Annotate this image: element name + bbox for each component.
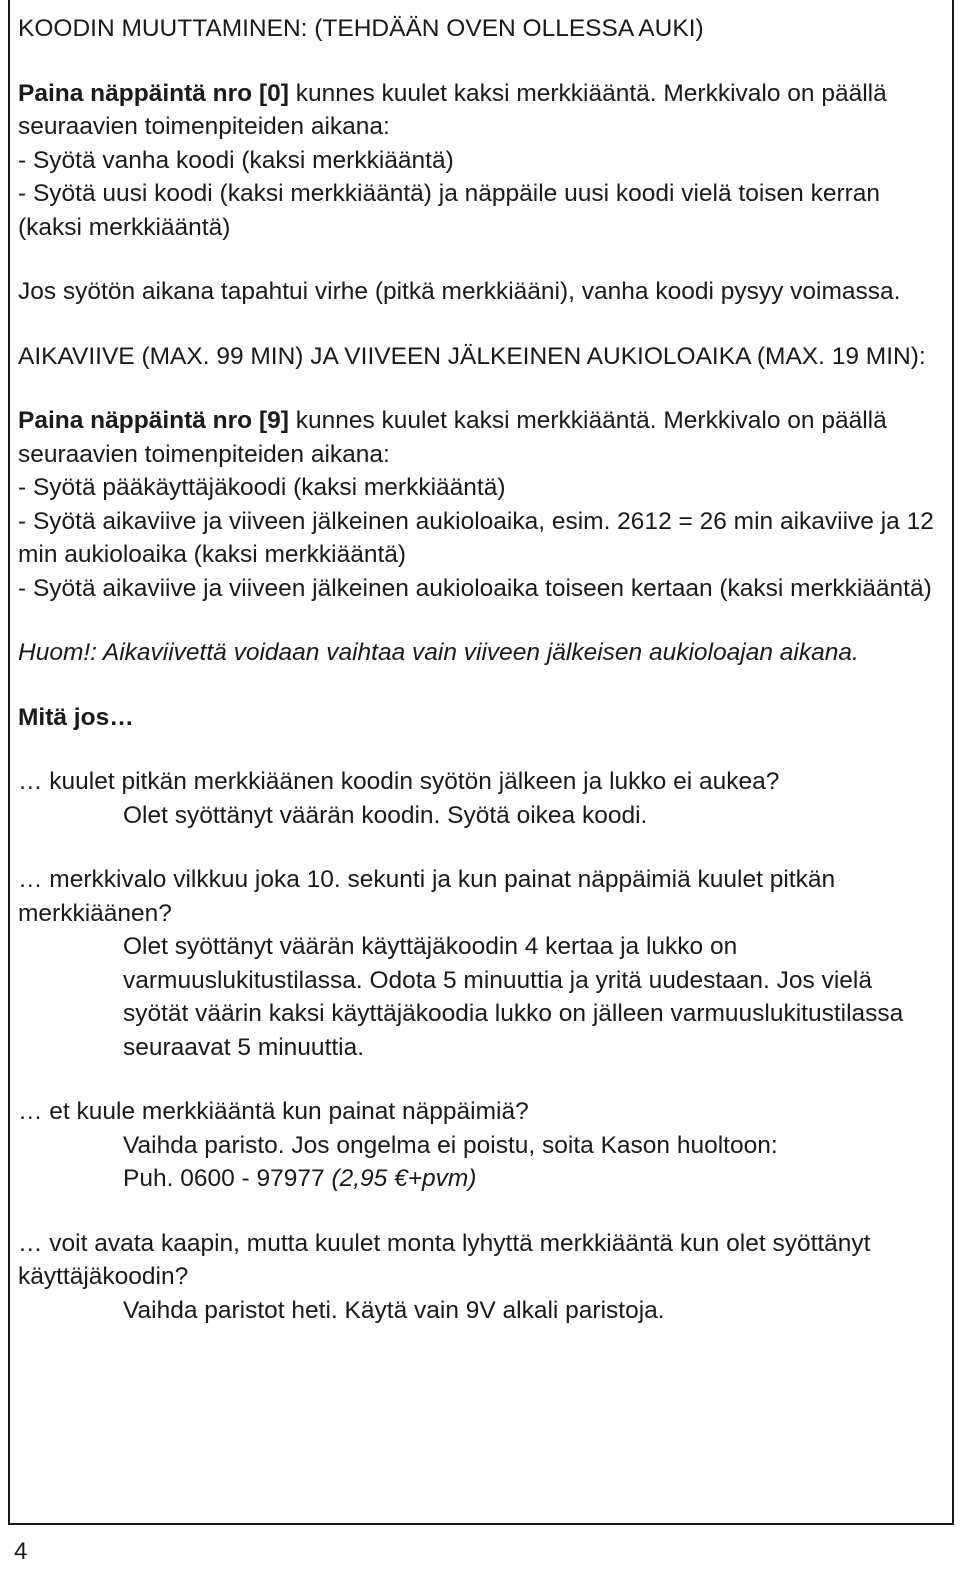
- phone-price: (2,95 €+pvm): [331, 1165, 477, 1192]
- delay-step-2: - Syötä aikaviive ja viiveen jälkeinen aukioloaika, esim. 2612 = 26 min aikaviive ja 12 min aukioloaika (kaksi merkkiääntä): [18, 507, 934, 568]
- code-change-heading: KOODIN MUUTTAMINEN: (TEHDÄÄN OVEN OLLESSA AUKI): [18, 15, 704, 42]
- whatif-answer-2: Olet syöttänyt väärän käyttäjäkoodin 4 kertaa ja lukko on varmuuslukitustilassa. Odota 5 minuuttia ja yritä uudestaan. Jos vielä syötät väärin kaksi käyttäjäkoodia lukko on jälleen varmuuslukitustilassa seuraavat 5 minuuttia.: [123, 933, 904, 1061]
- phone-number: Puh. 0600 - 97977: [123, 1165, 325, 1192]
- error-note: Jos syötön aikana tapahtui virhe (pitkä merkkiääni), vanha koodi pysyy voimassa.: [18, 278, 901, 305]
- code-change-key: Paina näppäintä nro [0]: [18, 79, 289, 107]
- whatif-question-3: … et kuule merkkiääntä kun painat näppäimiä?: [18, 1098, 529, 1125]
- delay-lead: kunnes kuulet kaksi merkkiääntä. Merkkivalo on päällä seuraavien toimenpiteiden aikana:: [18, 407, 887, 468]
- delay-key: Paina näppäintä nro [9]: [18, 407, 289, 434]
- whatif-question-1: … kuulet pitkän merkkiäänen koodin syötön jälkeen ja lukko ei aukea?: [18, 768, 780, 795]
- code-change-lead: kunnes kuulet kaksi merkkiääntä. Merkkivalo on päällä seuraavien toimenpiteiden aikana:: [18, 79, 887, 140]
- code-change-step-2: - Syötä uusi koodi (kaksi merkkiääntä) ja näppäile uusi koodi vielä toisen kerran (kaksi merkkiääntä): [18, 180, 881, 241]
- delay-instructions: [18, 404, 943, 471]
- service-phone: [18, 1162, 943, 1196]
- document-body: [18, 12, 943, 1327]
- delay-step-3: - Syötä aikaviive ja viiveen jälkeinen aukioloaika toiseen kertaan (kaksi merkkiääntä): [18, 574, 932, 602]
- page-number: 4: [14, 1538, 28, 1565]
- delay-note: Huom!: Aikaviivettä voidaan vaihtaa vain viiveen jälkeisen aukioloajan aikana.: [18, 639, 859, 666]
- whatif-heading: Mitä jos…: [18, 703, 134, 731]
- whatif-answer-3: Vaihda paristo. Jos ongelma ei poistu, soita Kason huoltoon:: [123, 1131, 778, 1159]
- code-change-instructions: [18, 77, 943, 144]
- code-change-step-1: - Syötä vanha koodi (kaksi merkkiääntä): [18, 146, 454, 174]
- whatif-answer-1: Olet syöttänyt väärän koodin. Syötä oikea koodi.: [123, 801, 648, 829]
- whatif-question-2: … merkkivalo vilkkuu joka 10. sekunti ja kun painat näppäimiä kuulet pitkän merkkiäänen?: [18, 866, 836, 927]
- whatif-answer-4: Vaihda paristot heti. Käytä vain 9V alkali paristoja.: [123, 1296, 665, 1324]
- whatif-question-4: … voit avata kaapin, mutta kuulet monta lyhyttä merkkiääntä kun olet syöttänyt käyttäjäkoodin?: [18, 1229, 871, 1290]
- delay-step-1: - Syötä pääkäyttäjäkoodi (kaksi merkkiääntä): [18, 474, 506, 501]
- delay-heading: AIKAVIIVE (MAX. 99 MIN) JA VIIVEEN JÄLKEINEN AUKIOLOAIKA (MAX. 19 MIN):: [18, 342, 926, 370]
